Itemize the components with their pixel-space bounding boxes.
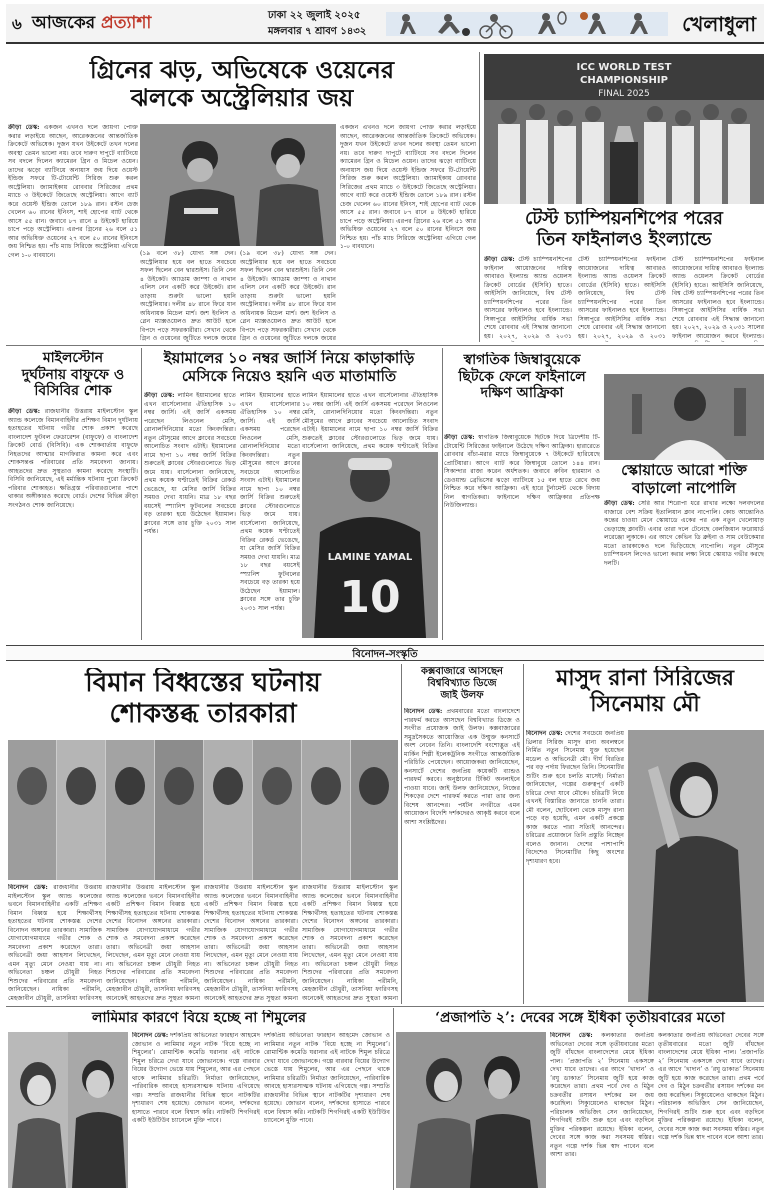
story6-photo [604,374,764,460]
cyclist-icon [490,14,498,22]
headline-line: স্কোয়াডে আরো শক্তি [621,462,747,479]
section-title: খেলাধুলা [682,12,756,36]
date-line: ঢাকা ২২ জুলাই ২০২৫ [268,10,361,21]
kicker-icon [444,14,452,22]
dateline: ক্রীড়া ডেস্ক: [8,408,40,415]
article-text: (১৯ বলে ৩৮) যোগ্য সঙ্গ দেন। অস্ট্রেলিয়ার হয়ে বল হাতে সবচেয়ে সফল ছিলেন বেন দ্বারশুইস। তিনি নেন ৪ উইকেট। অ্যাডাম জাম্পা ও নাথান এলিস নেন একটি করে উইকেট। রান তাড়ায় শুরুটা ভালো হয়নি অস্ট্রেলিয়ার। দলীয় ৪৮ রানে ফিরে যান অধিনায়ক মিচেল মার্শ। জশ ইংলিস ও গ্লেন ম্যাক্সওয়েলও দ্রুত আউট হলে বিপদে পড়ে সফরকারীরা। সেখান থেকে গ্রিন ও ওয়েনের জুটিতে দলকে জয়ের [140,250,236,342]
headline-line: বিমান বিধ্বস্তের ঘটনায় [85,668,321,698]
headline-line: বাড়ালো নাপোলি [632,478,736,497]
story4-body-col2 [240,392,300,638]
headline-line: ছিটকে ফেলে ফাইনালে [458,368,586,385]
tennis-icon [542,13,550,21]
story11-body-col2 [658,1032,764,1188]
headline-line: বিশ্ববিখ্যাত ডিজে [427,677,497,689]
story8-headline [404,666,520,701]
headline-line: জাই উলফ [440,689,484,701]
headline-line: মেসিকে নিয়েও হয়নি এত মাতামাতি [181,366,397,385]
story1-body-col3 [240,250,336,344]
story1-photo [140,124,336,246]
basketball-icon [592,13,600,21]
wtc-banner-line1: ICC WORLD TEST [576,62,672,73]
article-text: কলকাতার জনপ্রিয় অভিনেতা দেবের সঙ্গে তৃতীয়বারের মতো জুটি বাঁধছেন বাংলাদেশের মেয়ে ইধিকা পাল। ‘প্রজাপতি ২’ সিনেমায় একসঙ্গে দেখা যাবে তাদের। এর আগে ‘খাদান’ ও ‘রঘু ডাকাত’ সিনেমায় জুটি হয়ে কাজ করেছেন তারা। প্রথম পর্বে দেব ও মিঠুন চক্রবর্তীর রসায়ন দর্শকের মন জয় করেছিল। সিক্যুয়েলেও থাকছেন মিঠুন। পরিচালক অভিজিৎ সেন জানিয়েছেন, শিগগিরই শুটিং শুরু হবে এবং বড়দিনে মুক্তির পরিকল্পনা রয়েছে। ইধিকা বলেন, দেবের সঙ্গে কাজ করা সবসময় স্বস্তির। নতুন গল্পে দর্শক ভিন্ন স্বাদ পাবেন বলে আশা তার। [550,1032,654,1158]
story1-body [8,124,138,344]
story4-body-col3 [302,392,438,450]
article-text: টেস্ট চ্যাম্পিয়নশিপের ফাইনাল আয়োজনের দায়িত্ব আবারও ইংল্যান্ড অ্যান্ড ওয়েলস ক্রিকেট বোর্ডের (ইসিবি) হাতে। আইসিসি জানিয়েছে, বিশ্ব টেস্ট চ্যাম্পিয়নশিপের পরের তিন আসরের ফাইনালও হবে ইংল্যান্ডে। সিঙ্গাপুরে আইসিসির বার্ষিক সভা শেষে রোববার এই সিদ্ধান্ত জানানো হয়। ২০২৭, ২০২৯ ও ২০৩১ [578,256,666,340]
jersey-number: 10 [339,572,401,623]
headline-line: বিসিবির শোক [34,383,112,400]
headline-line: টেস্ট চ্যাম্পিয়নশিপের পরের [525,208,723,229]
entertainment-section-label: বিনোদন-সংস্কৃতি [352,649,418,660]
article-text: রাজধানীর উত্তরায় মাইলস্টোন স্কুল অ্যান্ড কলেজের ভবনে বিমানবাহিনীর একটি প্রশিক্ষণ বিমান বিধ্বস্ত হয়ে শিক্ষার্থীসহ হতাহতের ঘটনায় শোকস্তব্ধ দেশের বিনোদন অঙ্গনের তারকারা। সামাজিক যোগাযোগমাধ্যমে গভীর শোক ও সমবেদনা প্রকাশ করেছেন তারা। অভিনেত্রী জয়া আহসান লিখেছেন, এমন মৃত্যু মেনে নেওয়া যায় না। অভিনেতা চঞ্চল চৌধুরী নিহত শিশুদের পরিবারের প্রতি সমবেদনা জানিয়েছেন। নায়িকা পরীমনি, মেহজাবীন চৌধুরী, তাসনিয়া ফারিণসহ অনেকেই আহতদের দ্রুত সুস্থতা কামনা [106,884,200,1002]
paper-prefix: আজকের [32,13,96,33]
dateline: ক্রীড়া ডেস্ক: [604,500,635,507]
story4-photo [302,452,438,638]
section-divider-banner [6,645,764,661]
dateline: বিনোদন ডেস্ক: [132,1032,169,1039]
masthead [6,4,764,44]
headline-line: সিনেমায় মৌ [590,690,700,717]
wtc-banner-line2: CHAMPIONSHIP [580,75,668,86]
article-text: রাজধানীর উত্তরায় মাইলস্টোন স্কুল অ্যান্ড কলেজে বিমানবাহিনীর প্রশিক্ষণ বিমান দুর্ঘটনায় হতাহতের ঘটনায় গভীর শোক প্রকাশ করেছে বাংলাদেশ ফুটবল ফেডারেশন (বাফুফে) ও বাংলাদেশ ক্রিকেট বোর্ড (বিসিবি)। এক শোকবার্তায় বাফুফে নিহতদের আত্মার মাগফিরাত কামনা করে এবং শোকসন্তপ্ত পরিবারের প্রতি সমবেদনা জানায়। আহতদের দ্রুত সুস্থতাও কামনা করেছে সংস্থাটি। বিসিবি জানিয়েছে, এই মর্মান্তিক ঘটনায় পুরো ক্রিকেট পরিবার শোকাহত। ক্ষতিগ্রস্ত পরিবারগুলোর পাশে থাকার অঙ্গীকারও করেছে বোর্ড। দেশের বিভিন্ন ক্রীড়া সংগঠনও শোক জানিয়েছে। [8,408,138,509]
headline-line: মাইলস্টোন [42,350,104,366]
article-text: একজন এখনও দলে জায়গা পোক্ত করার লড়াইয়ে আছেন, আরেকজনের আন্তর্জাতিক ক্রিকেটে অভিষেক। দুজন যখন উইকেটে তখন দলের অবস্থা তেমন ভালো নয়। তবে দারুণ দাপুটে ব্যাটিংয়ে সব বদলে দিলেন ক্যামেরন গ্রিন ও মিচেল ওয়েন। তাদের ঝড়ো ব্যাটিংয়ে অনায়াস জয় দিয়ে ওয়েস্ট ইন্ডিজ সফরে টি-টোয়েন্টি সিরিজ শুরু করল অস্ট্রেলিয়া। জ্যামাইকায় রোববার সিরিজের প্রথম ম্যাচে ৩ উইকেটে জিতেছে অস্ট্রেলিয়া। আগে ব্যাট করে ওয়েস্ট ইন্ডিজ তোলে ১৮৯ রান। রস্টন চেজ খেলেন ৬০ রানের ইনিংস, শাই হোপের ব্যাট থেকে আসে ৫৫ রান। জবাবে ৮৭ রানে ৪ উইকেট হারিয়ে চাপে পড়ে অস্ট্রেলিয়া। এরপর গ্রিনের ২৬ বলে ৫১ আর অভিষিক্ত ওয়েনের ২৭ বলে ৫০ রানের ইনিংসে জয় নিশ্চিত হয়। পাঁচ ম্যাচ সিরিজে অস্ট্রেলিয়া এগিয়ে গেল ১-০ ব্যবধানে। [340,124,476,250]
dateline: ক্রীড়া ডেস্ক: [484,256,515,263]
article-text: কলকাতার জনপ্রিয় অভিনেতা দেবের সঙ্গে তৃতীয়বারের মতো জুটি বাঁধছেন বাংলাদেশের মেয়ে ইধিকা পাল। ‘প্রজাপতি ২’ সিনেমায় একসঙ্গে দেখা যাবে তাদের। এর আগে ‘খাদান’ ও ‘রঘু ডাকাত’ সিনেমায় জুটি হয়ে কাজ করেছেন তারা। প্রথম পর্বে দেব ও মিঠুন চক্রবর্তীর রসায়ন দর্শকের মন জয় করেছিল। সিক্যুয়েলেও থাকছেন মিঠুন। পরিচালক অভিজিৎ সেন জানিয়েছেন, শিগগিরই শুটিং শুরু হবে এবং বড়দিনে মুক্তির পরিকল্পনা রয়েছে। ইধিকা বলেন, দেবের সঙ্গে কাজ করা সবসময় স্বস্তির। নতুন গল্পে দর্শক ভিন্ন স্বাদ পাবেন বলে আশা তার। [658,1032,764,1141]
article-text: রাজধানীর উত্তরায় মাইলস্টোন স্কুল অ্যান্ড কলেজের ভবনে বিমানবাহিনীর একটি প্রশিক্ষণ বিমান বিধ্বস্ত হয়ে শিক্ষার্থীসহ হতাহতের ঘটনায় শোকস্তব্ধ দেশের বিনোদন অঙ্গনের তারকারা। সামাজিক যোগাযোগমাধ্যমে গভীর শোক ও সমবেদনা প্রকাশ করেছেন তারা। অভিনেত্রী জয়া আহসান লিখেছেন, এমন মৃত্যু মেনে নেওয়া যায় না। অভিনেতা চঞ্চল চৌধুরী নিহত শিশুদের পরিবারের প্রতি সমবেদনা জানিয়েছেন। নায়িকা পরীমনি, মেহজাবীন চৌধুরী, তাসনিয়া ফারিণসহ অনেকেই আহতদের দ্রুত সুস্থতা কামনা [204,884,298,1002]
story3-body [8,408,138,638]
headline-line: স্বাগতিক জিম্বাবুয়েকে [463,352,581,368]
headline-line: শোকস্তব্ধ তারকারা [109,698,297,729]
story3-headline [8,350,138,400]
story7-body-col4 [302,884,398,1002]
story2-headline [484,208,764,250]
story8-body [404,708,520,1002]
story7-body-col2 [106,884,200,1002]
headline-line: দুর্ঘটনায় বাফুফে ও [21,366,125,383]
story9-photo [628,730,764,1002]
headline-line: তিন ফাইনালও ইংল্যান্ডে [536,229,712,251]
story10-photo [8,1032,128,1188]
headline-line: দক্ষিণ আফ্রিকা [480,385,564,402]
article-text: টেস্ট চ্যাম্পিয়নশিপের ফাইনাল আয়োজনের দায়িত্ব আবারও ইংল্যান্ড অ্যান্ড ওয়েলস ক্রিকেট বোর্ডের (ইসিবি) হাতে। আইসিসি জানিয়েছে, বিশ্ব টেস্ট চ্যাম্পিয়নশিপের পরের তিন আসরের ফাইনালও হবে ইংল্যান্ডে। সিঙ্গাপুরে আইসিসির বার্ষিক সভা শেষে রোববার এই সিদ্ধান্ত জানানো হয়। ২০২৭, ২০২৯ ও ২০৩১ [484,256,572,340]
story4-body [144,392,236,638]
headline-line: মাসুদ রানা সিরিজের [556,666,734,691]
story9-body [526,730,624,1002]
story2-photo [484,54,764,204]
newspaper-name [32,10,151,38]
page-number: ৬ [12,15,22,33]
story7-headline [8,668,398,729]
paper-brand: প্রত্যাশা [101,13,152,33]
story11-body [550,1032,654,1188]
dateline: ক্রীড়া ডেস্ক: [8,124,40,131]
celebrity-portraits [8,740,398,880]
trophy-podium [610,142,638,204]
headline-line: গ্রিনের ঝড়, অভিষেকে ওয়েনের [89,56,395,84]
story9-headline [526,666,764,718]
headline-line: কক্সবাজারে আসছেন [421,666,503,677]
headline-line: ইয়ামালের ১০ নম্বর জার্সি নিয়ে কাড়াকাড়ি [163,350,415,367]
story7-body [8,884,102,1002]
article-text: টেস্ট চ্যাম্পিয়নশিপের ফাইনাল আয়োজনের দায়িত্ব আবারও ইংল্যান্ড অ্যান্ড ওয়েলস ক্রিকেট বোর্ডের (ইসিবি) হাতে। আইসিসি জানিয়েছে, বিশ্ব টেস্ট চ্যাম্পিয়নশিপের পরের তিন আসরের ফাইনালও হবে ইংল্যান্ডে। সিঙ্গাপুরে আইসিসির বার্ষিক সভা শেষে রোববার এই সিদ্ধান্ত জানানো হয়। ২০২৭, ২০২৯ ও ২০৩১ সালের ফাইনাল আয়োজন করবে ইংল্যান্ড। [672,256,764,340]
story10-body [132,1032,260,1188]
article-text: একজন এখনও দলে জায়গা পোক্ত করার লড়াইয়ে আছেন, আরেকজনের আন্তর্জাতিক ক্রিকেটে অভিষেক। দুজন যখন উইকেটে তখন দলের অবস্থা তেমন ভালো নয়। তবে দারুণ দাপুটে ব্যাটিংয়ে সব বদলে দিলেন ক্যামেরন গ্রিন ও মিচেল ওয়েন। তাদের ঝড়ো ব্যাটিংয়ে অনায়াস জয় দিয়ে ওয়েস্ট ইন্ডিজ সফরে টি-টোয়েন্টি সিরিজ শুরু করল অস্ট্রেলিয়া। জ্যামাইকায় রোববার সিরিজের প্রথম ম্যাচে ৩ উইকেটে জিতেছে অস্ট্রেলিয়া। আগে ব্যাট করে ওয়েস্ট ইন্ডিজ তোলে ১৮৯ রান। রস্টন চেজ খেলেন ৬০ রানের ইনিংস, শাই হোপের ব্যাট থেকে আসে ৫৫ রান। জবাবে ৮৭ রানে ৪ উইকেট হারিয়ে চাপে পড়ে অস্ট্রেলিয়া। এরপর গ্রিনের ২৬ বলে ৫১ আর অভিষিক্ত ওয়েনের ২৭ বলে ৫০ রানের ইনিংসে জয় নিশ্চিত হয়। পাঁচ ম্যাচ সিরিজে অস্ট্রেলিয়া এগিয়ে গেল ১-০ ব্যবধানে। [8,124,138,259]
story2-body-col3 [672,256,764,342]
story6-body [604,500,764,640]
actress-face [680,776,712,816]
story1-body-col2 [140,250,236,344]
dateline: বিনোদন ডেস্ক: [8,884,48,891]
story11-headline: ‘প্রজাপতি ২’: দেবের সঙ্গে ইধিকা তৃতীয়বারের মতো [435,1010,725,1026]
article-text: রাজধানীর উত্তরায় মাইলস্টোন স্কুল অ্যান্ড কলেজের ভবনে বিমানবাহিনীর একটি প্রশিক্ষণ বিমান বিধ্বস্ত হয়ে শিক্ষার্থীসহ হতাহতের ঘটনায় শোকস্তব্ধ দেশের বিনোদন অঙ্গনের তারকারা। সামাজিক যোগাযোগমাধ্যমে গভীর শোক ও সমবেদনা প্রকাশ করেছেন তারা। অভিনেত্রী জয়া আহসান লিখেছেন, এমন মৃত্যু মেনে নেওয়া যায় না। অভিনেতা চঞ্চল চৌধুরী নিহত শিশুদের পরিবারের প্রতি সমবেদনা জানিয়েছেন। নায়িকা পরীমনি, মেহজাবীন চৌধুরী, তাসনিয়া ফারিণসহ [8,884,102,1002]
story2-body-col2 [578,256,666,342]
article-text: স্বাগতিক জিম্বাবুয়েকে ছিটকে দিয়ে ত্রিদেশীয় টি-টোয়েন্টি সিরিজের ফাইনালে উঠেছে দক্ষিণ আফ্রিকা। হারারেতে রোববার বাঁচা-মরার ম্যাচে জিম্বাবুয়েকে ৭ উইকেটে হারিয়েছে প্রোটিয়ারা। আগে ব্যাট করে জিম্বাবুয়ে তোলে ১৪৪ রান। সিকান্দার রাজা করেন অর্ধশতক। জবাবে রুবিন হারম্যান ও ডেওয়াল্ড ব্রেভিসের ঝড়ো ব্যাটিংয়ে ১৫ বল হাতে রেখে জয় নিশ্চিত করে দক্ষিণ আফ্রিকা। এই হারে টুর্নামেন্ট থেকে বিদায় নিল স্বাগতিকরা। ফাইনালে দক্ষিণ আফ্রিকার প্রতিপক্ষ নিউজিল্যান্ড। [444,434,600,509]
story1-headline [8,56,476,113]
story5-headline [444,352,600,402]
athlete-icon [634,13,642,21]
sports-icons-strip [386,6,668,42]
story5-body [444,434,600,640]
headline-line: ঝলকে অস্ট্রেলিয়ার জয় [130,83,354,113]
story2-body [484,256,572,342]
runner-icon [402,14,410,22]
dateline: বিনোদন ডেস্ক: [526,730,563,737]
story10-body-col2 [264,1032,390,1188]
dateline: ক্রীড়া ডেস্ক: [144,392,175,399]
article-text: রাজধানীর উত্তরায় মাইলস্টোন স্কুল অ্যান্ড কলেজের ভবনে বিমানবাহিনীর একটি প্রশিক্ষণ বিমান বিধ্বস্ত হয়ে শিক্ষার্থীসহ হতাহতের ঘটনায় শোকস্তব্ধ দেশের বিনোদন অঙ্গনের তারকারা। সামাজিক যোগাযোগমাধ্যমে গভীর শোক ও সমবেদনা প্রকাশ করেছেন তারা। অভিনেত্রী জয়া আহসান লিখেছেন, এমন মৃত্যু মেনে নেওয়া যায় না। অভিনেতা চঞ্চল চৌধুরী নিহত শিশুদের পরিবারের প্রতি সমবেদনা জানিয়েছেন। নায়িকা পরীমনি, মেহজাবীন চৌধুরী, তাসনিয়া ফারিণসহ অনেকেই আহতদের দ্রুত সুস্থতা কামনা [302,884,398,1002]
story10-headline: লামিমার কারণে বিয়ে হচ্ছে না শিমুলের [92,1010,306,1026]
article-text: প্রথমবারের মতো বাংলাদেশে পারফর্ম করতে আসছেন বিশ্ববিখ্যাত ডিজে ও সংগীত প্রযোজক জাই উলফ। কক্সবাজারের সমুদ্রসৈকতে আয়োজিত এক উন্মুক্ত কনসার্টে অংশ নেবেন তিনি। বাংলাদেশি বংশোদ্ভূত এই মার্কিন শিল্পী ইলেকট্রনিক সংগীতে আন্তর্জাতিক পরিচিতি পেয়েছেন। আয়োজকরা জানিয়েছেন, কনসার্টে দেশের জনপ্রিয় কয়েকটি ব্যান্ডও পারফর্ম করবে। অনুষ্ঠানের টিকিট অনলাইনে পাওয়া যাবে। জাই উলফ জানিয়েছেন, নিজের শিকড়ের দেশে পারফর্ম করতে পারা তার জন্য বিশেষ আনন্দের। পর্যটন নগরীতে এমন আয়োজন বিদেশি দর্শকদেরও আকৃষ্ট করবে বলে আশা সংশ্লিষ্টদের। [404,708,520,826]
article-text: লামিন ইয়ামালের হাতে এখন বার্সেলোনার ঐতিহাসিক ১০ নম্বর জার্সি। এই জার্সি একসময় পরেছেন লিওনেল মেসি, রোনালদিনিয়োর মতো কিংবদন্তিরা। নতুন মৌসুমের আগে ক্লাবের সবচেয়ে আলোচিত সংবাদ এটাই। ইয়ামালের নামে ছাপা ১০ নম্বর জার্সি বিক্রির শুরুতেই ক্লাবের স্টোরগুলোতে ভিড় জমে যায়। বার্সেলোনা জানিয়েছে, প্রথম কয়েক ঘণ্টাতেই বিক্রির রেকর্ড ভেঙেছে, যা মেসির জার্সি বিক্রির সময়ও দেখা যায়নি। মাত্র ১৮ বছর বয়সেই স্প্যানিশ ফুটবলের সবচেয়ে বড় তারকা হয়ে উঠেছেন ইয়ামাল। ক্লাবের সঙ্গে তার চুক্তি ২০৩১ সাল পর্যন্ত। [144,392,236,535]
wtc-banner-line3: FINAL 2025 [598,89,650,99]
article-text: (১৯ বলে ৩৮) যোগ্য সঙ্গ দেন। অস্ট্রেলিয়ার হয়ে বল হাতে সবচেয়ে সফল ছিলেন বেন দ্বারশুইস। তিনি নেন ৪ উইকেট। অ্যাডাম জাম্পা ও নাথান এলিস নেন একটি করে উইকেট। রান তাড়ায় শুরুটা ভালো হয়নি অস্ট্রেলিয়ার। দলীয় ৪৮ রানে ফিরে যান অধিনায়ক মিচেল মার্শ। জশ ইংলিস ও গ্লেন ম্যাক্সওয়েলও দ্রুত আউট হলে বিপদে পড়ে সফরকারীরা। সেখান থেকে গ্রিন ও ওয়েনের জুটিতে দলকে জয়ের [240,250,336,342]
actress-dress [648,836,746,1002]
article-text: লামিন ইয়ামালের হাতে এখন বার্সেলোনার ঐতিহাসিক ১০ নম্বর জার্সি। এই জার্সি একসময় পরেছেন লিওনেল মেসি, রোনালদিনিয়োর মতো কিংবদন্তিরা। নতুন মৌসুমের আগে ক্লাবের সবচেয়ে আলোচিত সংবাদ এটাই। ইয়ামালের নামে ছাপা ১০ নম্বর জার্সি বিক্রির শুরুতেই ক্লাবের স্টোরগুলোতে ভিড় জমে যায়। বার্সেলোনা জানিয়েছে, প্রথম কয়েক ঘণ্টাতেই বিক্রির [302,392,438,450]
story11-photo [396,1032,546,1188]
story7-photo-collage [8,740,398,880]
jersey-name: LAMINE YAMAL [327,552,413,563]
player-head [674,387,706,421]
weekday-line: মঙ্গলবার ৭ শ্রাবণ ১৪৩২ [268,26,367,37]
story6-headline [604,462,764,497]
dateline: বিনোদন ডেস্ক: [550,1032,593,1039]
story7-body-col3 [204,884,298,1002]
story1-body-col4 [340,124,476,344]
article-text: দর্শকপ্রিয় অভিনেতা ফারহান আহমেদ জোভান ও লামিমার নতুন নাটক ‘বিয়ে হচ্ছে না শিমুলের’। রোমান্টিক কমেডি ঘরানার এই নাটকে শিমুল চরিত্রে দেখা যাবে জোভানকে। গল্পে বারবার বিয়ের উদ্যোগ ভেস্তে যায় শিমুলের, আর এর পেছনে থাকে লামিমার চরিত্রটি। নির্মাতা জানিয়েছেন, পারিবারিক আবহে হাস্যরসাত্মক ঘটনায় এগিয়েছে গল্প। সম্প্রতি রাজধানীর বিভিন্ন স্থানে নাটকটির দৃশ্যধারণ শেষ হয়েছে। জোভান বলেন, দর্শকদের হাসাতে পারবে বলে বিশ্বাস করি। নাটকটি শিগগিরই একটি ইউটিউব চ্যানেলে মুক্তি পাবে। [132,1032,260,1124]
article-text: লামিন ইয়ামালের হাতে এখন বার্সেলোনার ঐতিহাসিক ১০ নম্বর জার্সি। এই জার্সি একসময় পরেছেন লিওনেল মেসি, রোনালদিনিয়োর মতো কিংবদন্তিরা। নতুন মৌসুমের আগে ক্লাবের সবচেয়ে আলোচিত সংবাদ এটাই। ইয়ামালের নামে ছাপা ১০ নম্বর জার্সি বিক্রির শুরুতেই ক্লাবের স্টোরগুলোতে ভিড় জমে যায়। বার্সেলোনা জানিয়েছে, প্রথম কয়েক ঘণ্টাতেই বিক্রির রেকর্ড ভেঙেছে, যা মেসির জার্সি বিক্রির সময়ও দেখা যায়নি। মাত্র ১৮ বছর বয়সেই স্প্যানিশ ফুটবলের সবচেয়ে বড় তারকা হয়ে উঠেছেন ইয়ামাল। ক্লাবের সঙ্গে তার চুক্তি ২০৩১ সাল পর্যন্ত। [240,392,300,612]
story4-headline [144,350,434,385]
article-text: দর্শকপ্রিয় অভিনেতা ফারহান আহমেদ জোভান ও লামিমার নতুন নাটক ‘বিয়ে হচ্ছে না শিমুলের’। রোমান্টিক কমেডি ঘরানার এই নাটকে শিমুল চরিত্রে দেখা যাবে জোভানকে। গল্পে বারবার বিয়ের উদ্যোগ ভেস্তে যায় শিমুলের, আর এর পেছনে থাকে লামিমার চরিত্রটি। নির্মাতা জানিয়েছেন, পারিবারিক আবহে হাস্যরসাত্মক ঘটনায় এগিয়েছে গল্প। সম্প্রতি রাজধানীর বিভিন্ন স্থানে নাটকটির দৃশ্যধারণ শেষ হয়েছে। জোভান বলেন, দর্শকদের হাসাতে পারবে বলে বিশ্বাস করি। নাটকটি শিগগিরই একটি ইউটিউব চ্যানেলে মুক্তি পাবে। [264,1032,390,1124]
dateline: ক্রীড়া ডেস্ক: [444,434,475,441]
dateline: বিনোদন ডেস্ক: [404,708,443,715]
article-text: সেরি আর শিরোপা ধরে রাখার লক্ষ্যে দলবদলের বাজারে বেশ সক্রিয় ইতালিয়ান ক্লাব নাপোলি। কোচ আন্তোনিও কন্তের চাওয়া মেনে স্কোয়াডে একের পর এক নতুন খেলোয়াড় ভেড়াচ্ছে ক্লাবটি। এবার তারা দলে টেনেছে বেলজিয়ান ফরোয়ার্ড লরেঞ্জো লুকাকে। এর আগে কেভিন ডি ব্রুইনা ও সাম বেউকেমার মতো তারকাকেও দলে ভিড়িয়েছে নাপোলি। নতুন মৌসুমে চ্যাম্পিয়নস লিগেও ভালো করার লক্ষ্য নিয়ে স্কোয়াড গভীর করছে দলটি। [604,500,764,567]
article-text: দেশের সবচেয়ে জনপ্রিয় থ্রিলার সিরিজ মাসুদ রানা অবলম্বনে নির্মিত নতুন সিনেমায় যুক্ত হয়েছেন মডেল ও অভিনেত্রী মৌ। দীর্ঘ বিরতির পর বড় পর্দায় ফিরছেন তিনি। সিনেমাটির শুটিং শুরু হবে চলতি মাসেই। নির্মাতা জানিয়েছেন, গল্পের গুরুত্বপূর্ণ একটি চরিত্রে দেখা যাবে মৌকে। চরিত্রটি নিয়ে এখনই বিস্তারিত জানাতে চাননি তারা। মৌ বলেন, ছোটবেলা থেকে মাসুদ রানা পড়ে বড় হয়েছি, এমন একটি প্রকল্পে কাজ করতে পারা সত্যিই আনন্দের। চরিত্রের প্রয়োজনে তিনি প্রস্তুতি নিচ্ছেন বলেও জানান। দেশের পাশাপাশি বিদেশেও সিনেমাটির কিছু অংশের দৃশ্যধারণ হবে। [526,730,624,865]
